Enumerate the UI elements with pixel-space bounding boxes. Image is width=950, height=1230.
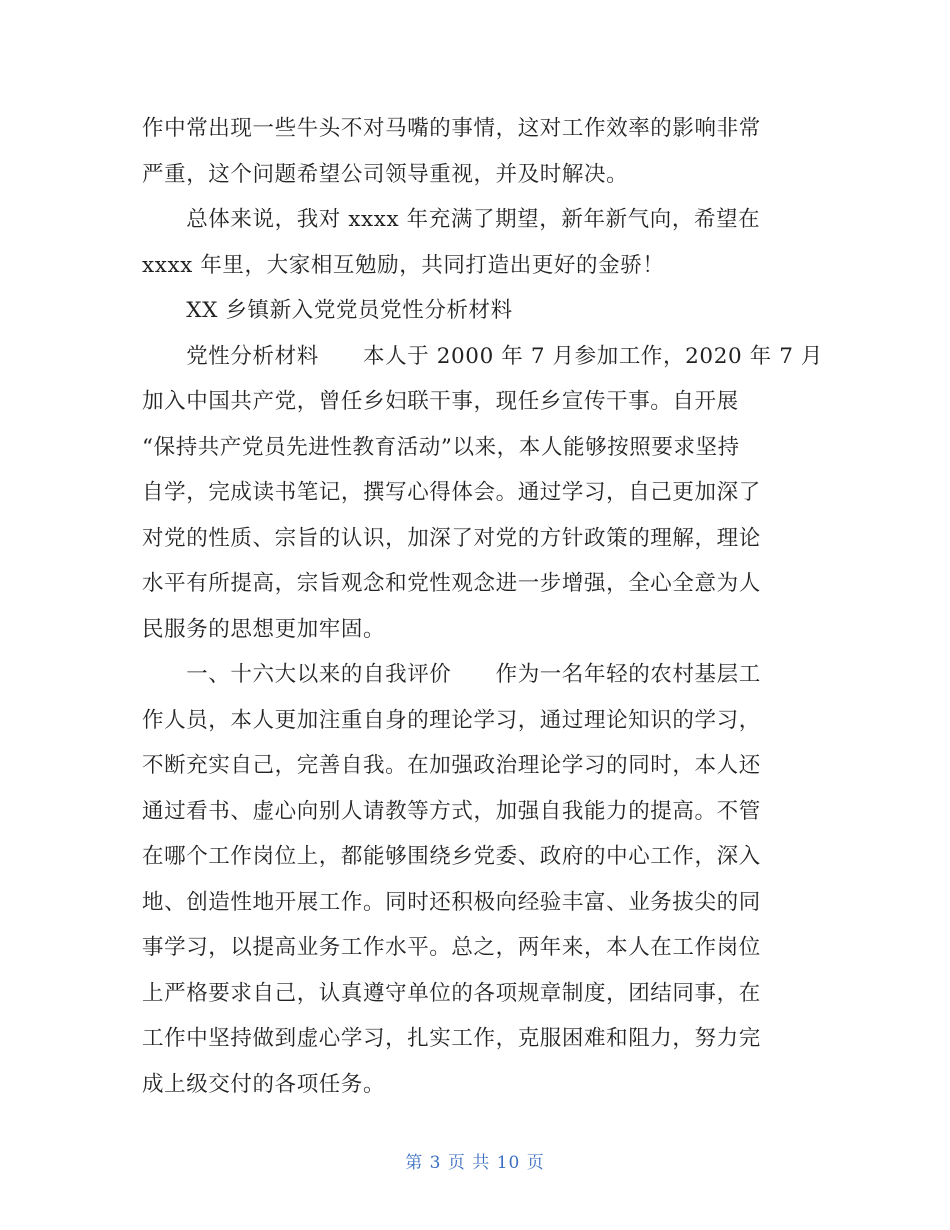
- page-number-footer: 第 3 页 共 10 页: [405, 1153, 545, 1173]
- text-line: 事学习，以提高业务工作水平。总之，两年来，本人在工作岗位: [142, 935, 761, 960]
- text-line: 自学，完成读书笔记，撰写心得体会。通过学习，自己更加深了: [142, 480, 761, 505]
- text-line: 工作中坚持做到虚心学习，扎实工作，克服困难和阻力，努力完: [142, 1026, 761, 1051]
- text-line: 上严格要求自己，认真遵守单位的各项规章制度，团结同事，在: [142, 980, 761, 1006]
- document-body: [142, 106, 824, 1107]
- text-line: xxxx 年里，大家相互勉励，共同打造出更好的金骄！: [142, 252, 665, 278]
- text-line: 水平有所提高，宗旨观念和党性观念进一步增强，全心全意为人: [142, 571, 761, 596]
- text-line: 民服务的思想更加牢固。: [142, 616, 386, 642]
- text-line: 不断充实自己，完善自我。在加强政治理论学习的同时，本人还: [142, 753, 761, 778]
- text-line: 严重，这个问题希望公司领导重视，并及时解决。: [142, 161, 629, 187]
- text-line: 成上级交付的各项任务。: [142, 1071, 386, 1097]
- text-line: 通过看书、虚心向别人请教等方式，加强自我能力的提高。不管: [142, 798, 761, 824]
- text-line: 对党的性质、宗旨的认识，加深了对党的方针政策的理解，理论: [142, 525, 761, 551]
- text-line: 总体来说，我对 xxxx 年充满了期望，新年新气向，希望在: [142, 207, 761, 232]
- text-line: 一、十六大以来的自我评价 作为一名年轻的农村基层工: [142, 662, 761, 687]
- text-line: 作人员，本人更加注重自身的理论学习，通过理论知识的学习，: [142, 707, 761, 733]
- text-line: 地、创造性地开展工作。同时还积极向经验丰富、业务拔尖的同: [142, 889, 761, 915]
- text-line: 党性分析材料 本人于 2000 年 7 月参加工作，2020 年 7 月: [142, 343, 824, 369]
- text-line: 在哪个工作岗位上，都能够围绕乡党委、政府的中心工作，深入: [142, 844, 761, 869]
- text-line: 作中常出现一些牛头不对马嘴的事情，这对工作效率的影响非常: [142, 116, 761, 141]
- text-line: 加入中国共产党，曾任乡妇联干事，现任乡宣传干事。自开展: [142, 389, 739, 414]
- text-line: “保持共产党员先进性教育活动”以来，本人能够按照要求坚持: [142, 434, 740, 460]
- section-title: XX 乡镇新入党党员党性分析材料: [142, 298, 513, 323]
